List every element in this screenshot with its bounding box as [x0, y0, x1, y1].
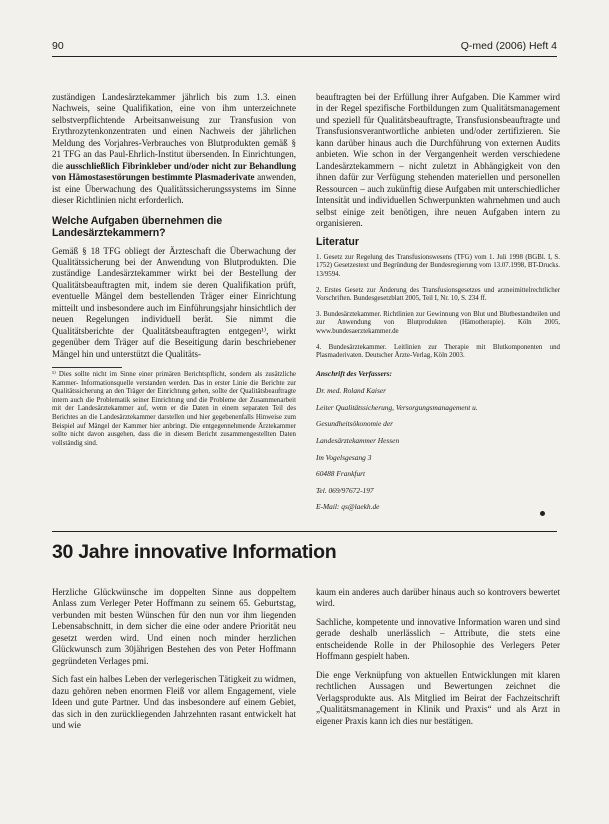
author-address-line: Landesärztekammer Hessen	[316, 436, 400, 446]
author-address-line: Gesundheitsökonomie der	[316, 419, 393, 429]
author-address-line: Dr. med. Roland Kaiser	[316, 386, 387, 396]
paragraph: kaum ein anderes auch darüber hinaus auch so kontrovers bewertet wird.	[316, 587, 560, 609]
paragraph: zuständigen Landesärztekammer jährlich bis zum 1.3. einen Nachweis, seine Qualifikation, eine von ihm unterzeichnete selbstverpflichtende Arbeitsanweisung zur Transfusion von Erythrozytenkonzentraten und einen Nachweis der jährlichen Meldung des Vorjahres-Verbrauches von Blutprodukten gemäß § 21 TFG an das Paul-Ehrlich-Institut übersenden. In Einrichtungen, die ausschließlich Fibrinkleber und/oder nicht zur Behandlung von Hämostasestörungen bestimmte Plasmaderivate anwenden, ist eine Überwachung des Qualitätssicherungssystems im Sinne dieser Richtlinien nicht erforderlich.	[52, 92, 296, 206]
author-address-line: Leiter Qualitätssicherung, Versorgungsmanagement u.	[316, 402, 478, 412]
author-address-label: Anschrift des Verfassers:	[316, 368, 392, 378]
subheading-landesaerztekammern: Welche Aufgaben übernehmen die Landesärztekammern?	[52, 214, 223, 240]
section-rule	[52, 531, 557, 532]
paragraph: beauftragten bei der Erfüllung ihrer Aufgaben. Die Kammer wird in der Regel spezifische Fortbildungen zum Qualitätsmanagement und speziell für Qualitätsbeauftragte, Transfusionsbeauftragte und Transfusionsverantwortliche anbieten und/oder zertifizieren. Sie kann darüber hinaus auch die Durchführung von externen Audits anbieten. Wie schon in der Vergangenheit werden verschiedene Landesärztekammern – nicht zuletzt in Abhängigkeit von den ihnen dafür zur Verfügung stehenden materiellen und personellen Ressourcen – auch zukünftig diese Aufgaben mit unterschiedlicher Intensität und individuellen Schwerpunkten wahrnehmen und auch selbst einige zeit benötigen, ihre neuen Aufgaben intern zu organisieren.	[316, 92, 560, 228]
literature-item: 3. Bundesärztekammer. Richtlinien zur Gewinnung von Blut und Blutbestandteilen und zur Anwendung von Blutprodukten (Hämotherapie). Köln 2005, www.bundesaerztekammer.de	[316, 310, 560, 336]
end-of-article-bullet	[540, 511, 545, 516]
literature-item: 2. Erstes Gesetz zur Änderung des Transfusionsgesetzes und arzneimittelrechtlicher Vorschriften. Bundesgesetzblatt 2005, Teil I, Nr. 10, S. 234 ff.	[316, 286, 560, 303]
author-address-line: Tel. 069/97672-197	[316, 485, 374, 495]
literature-item: 1. Gesetz zur Regelung des Transfusionswesens (TFG) vom 1. Juli 1998 (BGBl. I, S. 1752) Gesetzestext und Begründung der Bundesregierung vom 13.07.1998, BT-Drucks. 13/9594.	[316, 253, 560, 279]
literature-heading: Literatur	[316, 236, 359, 249]
author-address-line: Im Vogelsgesang 3	[316, 452, 372, 462]
literature-item: 4. Bundesärztekammer. Leitlinien zur Therapie mit Blutkomponenten und Plasmaderivaten. Deutscher Ärzte-Verlag, Köln 2003.	[316, 343, 560, 360]
paragraph: Sachliche, kompetente und innovative Information waren und sind gerade deshalb unerlässlich – Attribute, die stets eine entscheidende Rolle in der Philosophie des Verlegers Peter Hoffmann gespielt haben.	[316, 616, 560, 662]
section-title: 30 Jahre innovative Information	[52, 541, 337, 563]
paragraph: Herzliche Glückwünsche im doppelten Sinne aus doppeltem Anlass zum Verleger Peter Hoffmann zu seinem 65. Geburtstag, verbunden mit besten Wünschen für den nun vor ihm liegenden Lebensabschnitt, in dem sicher die eine oder andere Priorität neu gesetzt werden wird. Und einen noch minder herzlichen Glückwunsch zum 30jährigen Bestehen des von Peter Hoffmann gegründeten Verlages pmi.	[52, 587, 296, 666]
footnote-rule	[52, 367, 122, 368]
right-column-bottom	[316, 587, 560, 802]
author-email: E-Mail: qs@laekh.de	[316, 502, 380, 512]
paragraph: Die enge Verknüpfung von aktuellen Entwicklungen mit klaren rechtlichen Aussagen und Bewertungen zeichnet die Verlagsprodukte aus. Als Mitglied im Beirat der Fachzeitschrift „Qualitätsmanagement in Klinik und Praxis“ und als Arzt in eigener Praxis kann ich dies nur bestätigen.	[316, 669, 560, 726]
left-column-bottom	[52, 587, 296, 802]
header-rule	[52, 56, 557, 57]
footnote: ¹⁾ Dies sollte nicht im Sinne einer primären Berichtspflicht, sondern als zusätzliche Kammer- Informationsquelle verstanden werden. Das in erster Linie die Berichte zur Qualitätssicherung an den Träger der Einrichtung gehen, sollte der Qualitätsbeauftragte intern auch die Problematik seiner Einrichtung und die Probleme der Zusammenarbeit mit der Landesärztekammer auf, wenn er die Daten in einem separaten Teil des Berichtes an die Landesärztekammer darstellen und hier gegebenenfalls Hinweise zum Beispiel auf Mängel der Kammer hier anbringt. Die entgegennehmende Ärztekammer sollte nicht davon ausgehen, dass die in diesem Bericht zusammengestellten Daten vollständig sind.	[52, 371, 296, 447]
author-address-line: 60488 Frankfurt	[316, 469, 366, 479]
paragraph: Gemäß § 18 TFG obliegt der Ärzteschaft die Überwachung der Qualitätssicherung bei der Anwendung von Blutprodukten. Die zuständige Landesärztekammer wirkt bei der Bestellung der Qualitätsbeauftragten mit, indem sie deren Qualifikation prüft, eventuelle Mängel dem bestellenden Träger einer Einrichtung mitteilt und insbesondere auch im Einführungsjahr hinsichtlich der neuen Regelungen individuell berät. Sie nimmt die Qualitätsberichte der Qualitätsbeauftragten entgegen¹⁾, wirkt gegenüber dem Träger auf die Beseitigung darin beschriebener Mängel hin und unterstützt die Qualitäts-	[52, 245, 296, 359]
running-header	[52, 40, 557, 52]
right-column-top	[316, 92, 560, 522]
left-column-top	[52, 92, 296, 492]
page-number: 90	[52, 40, 64, 52]
paragraph: Sich fast ein halbes Leben der verlegerischen Tätigkeit zu widmen, dazu gehören neben enormen Fleiß vor allem Engagement, viele Ideen und gute Partner. Und das insbesondere auf einem Gebiet, das sich in den zurückliegenden Jahrzehnten rasant entwickelt hat und wie	[52, 674, 296, 730]
journal-issue: Q-med (2006) Heft 4	[460, 40, 557, 52]
bold-phrase: ausschließlich Fibrinkleber und/oder nicht zur Behandlung von Hämostasestörungen bestimmte Plasmaderivate	[52, 160, 296, 183]
